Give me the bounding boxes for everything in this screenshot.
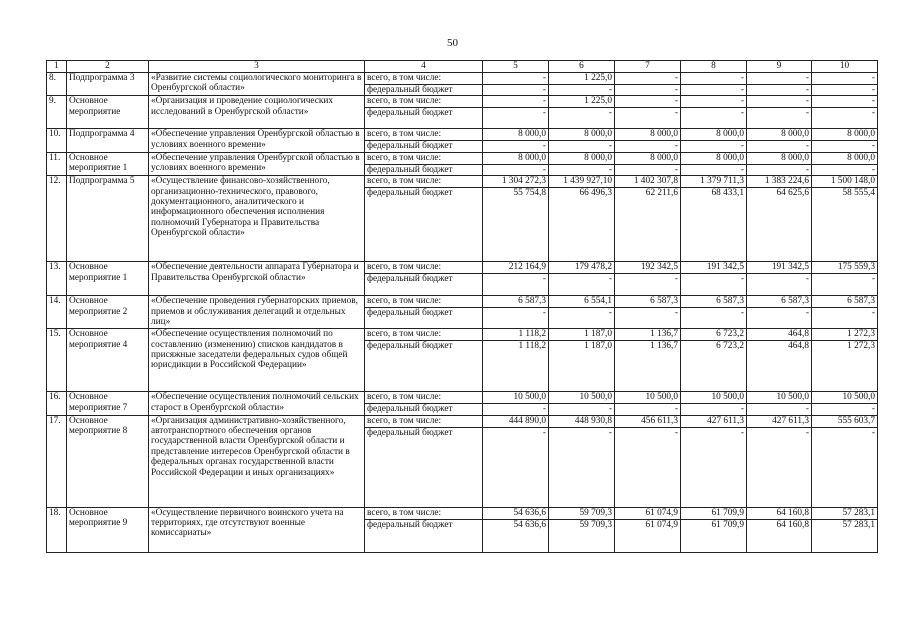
program-name: Подпрограмма 3 bbox=[67, 73, 149, 96]
funding-value: 8 000,0 bbox=[812, 129, 878, 141]
funding-value: - bbox=[549, 108, 615, 129]
funding-value: - bbox=[615, 164, 681, 175]
funding-value: 8 000,0 bbox=[615, 129, 681, 141]
funding-value: 57 283,1 bbox=[812, 507, 878, 519]
funding-value: - bbox=[747, 308, 812, 329]
funding-value: - bbox=[483, 404, 549, 415]
funding-value: - bbox=[615, 141, 681, 152]
funding-source-label: федеральный бюджет bbox=[365, 141, 483, 152]
funding-value: 6 587,3 bbox=[812, 296, 878, 308]
funding-value: - bbox=[483, 108, 549, 129]
funding-value: 58 555,4 bbox=[812, 188, 878, 262]
program-name: Основное мероприятие 1 bbox=[67, 152, 149, 175]
funding-value: - bbox=[812, 108, 878, 129]
funding-value: 8 000,0 bbox=[615, 152, 681, 164]
funding-value: 8 000,0 bbox=[549, 152, 615, 164]
funding-value: - bbox=[615, 427, 681, 507]
funding-value: 212 164,9 bbox=[483, 262, 549, 274]
funding-value: - bbox=[747, 164, 812, 175]
funding-source-label: всего, в том числе: bbox=[365, 176, 483, 188]
funding-source-label: федеральный бюджет bbox=[365, 164, 483, 175]
funding-value: - bbox=[681, 96, 747, 108]
funding-value: - bbox=[812, 141, 878, 152]
funding-value: 6 587,3 bbox=[483, 296, 549, 308]
funding-value: 1 272,3 bbox=[812, 341, 878, 392]
funding-value: 55 754,8 bbox=[483, 188, 549, 262]
funding-value: - bbox=[615, 108, 681, 129]
funding-value: - bbox=[615, 404, 681, 415]
funding-source-label: федеральный бюджет bbox=[365, 404, 483, 415]
table-row bbox=[47, 129, 878, 141]
funding-value: 456 611,3 bbox=[615, 415, 681, 427]
row-index: 14. bbox=[47, 296, 67, 329]
program-title: «Обеспечение деятельности аппарата Губернатора и Правительства Оренбургской области» bbox=[149, 262, 365, 296]
funding-value: 8 000,0 bbox=[681, 129, 747, 141]
funding-source-label: всего, в том числе: bbox=[365, 392, 483, 404]
funding-value: - bbox=[747, 108, 812, 129]
row-index: 18. bbox=[47, 507, 67, 552]
program-title: «Обеспечение управления Оренбургской областью в условиях военного времени» bbox=[149, 129, 365, 152]
funding-value: 61 709,9 bbox=[681, 519, 747, 552]
funding-value: - bbox=[812, 427, 878, 507]
funding-value: 1 225,0 bbox=[549, 73, 615, 85]
funding-value: - bbox=[747, 427, 812, 507]
funding-value: 444 890,0 bbox=[483, 415, 549, 427]
funding-source-label: федеральный бюджет bbox=[365, 108, 483, 129]
funding-value: 1 225,0 bbox=[549, 96, 615, 108]
funding-value: 464,8 bbox=[747, 341, 812, 392]
funding-source-label: всего, в том числе: bbox=[365, 152, 483, 164]
funding-value: - bbox=[747, 141, 812, 152]
funding-value: 555 603,7 bbox=[812, 415, 878, 427]
funding-value: - bbox=[549, 404, 615, 415]
funding-value: 6 587,3 bbox=[681, 296, 747, 308]
funding-source-label: федеральный бюджет bbox=[365, 274, 483, 296]
table-row bbox=[47, 176, 878, 188]
funding-value: - bbox=[747, 404, 812, 415]
table-row bbox=[47, 96, 878, 108]
funding-value: 61 709,9 bbox=[681, 507, 747, 519]
funding-value: - bbox=[681, 164, 747, 175]
table-row bbox=[47, 296, 878, 308]
funding-source-label: всего, в том числе: bbox=[365, 73, 483, 85]
funding-value: 1 118,2 bbox=[483, 329, 549, 341]
program-title: «Организация административно-хозяйственного, автотранспортного обеспечения органов государственной власти Оренбургской области и представление интересов Оренбургской области в федеральных органах государственной власти Российской Федерации и иных организациях» bbox=[149, 415, 365, 507]
funding-value: - bbox=[681, 85, 747, 96]
table-row bbox=[47, 73, 878, 85]
program-name: Основное мероприятие 1 bbox=[67, 262, 149, 296]
program-title: «Обеспечение проведения губернаторских приемов, приемов и обслуживания делегаций и отдельных лиц» bbox=[149, 296, 365, 329]
row-index: 8. bbox=[47, 73, 67, 96]
funding-value: - bbox=[483, 164, 549, 175]
funding-value: - bbox=[681, 427, 747, 507]
row-index: 10. bbox=[47, 129, 67, 152]
funding-value: 1 136,7 bbox=[615, 329, 681, 341]
funding-value: 59 709,3 bbox=[549, 519, 615, 552]
column-header: 6 bbox=[549, 61, 615, 73]
column-header: 3 bbox=[149, 61, 365, 73]
program-title: «Осуществление финансово-хозяйственного, организационно-технического, правового, документационного, аналитического и информационного обеспечения исполнения полномочий Губернатора и Правительства Оренбургской области» bbox=[149, 176, 365, 262]
column-header: 2 bbox=[67, 61, 149, 73]
row-index: 13. bbox=[47, 262, 67, 296]
funding-source-label: всего, в том числе: bbox=[365, 96, 483, 108]
funding-value: 8 000,0 bbox=[747, 129, 812, 141]
funding-source-label: федеральный бюджет bbox=[365, 427, 483, 507]
funding-source-label: всего, в том числе: bbox=[365, 296, 483, 308]
funding-value: 10 500,0 bbox=[812, 392, 878, 404]
column-header: 5 bbox=[483, 61, 549, 73]
table-row bbox=[47, 392, 878, 404]
funding-value: 10 500,0 bbox=[483, 392, 549, 404]
funding-value: - bbox=[549, 85, 615, 96]
header-row bbox=[47, 61, 878, 73]
funding-value: 10 500,0 bbox=[549, 392, 615, 404]
funding-value: - bbox=[549, 164, 615, 175]
funding-value: - bbox=[483, 96, 549, 108]
funding-value: 8 000,0 bbox=[812, 152, 878, 164]
funding-value: 57 283,1 bbox=[812, 519, 878, 552]
funding-value: - bbox=[549, 308, 615, 329]
funding-value: 10 500,0 bbox=[681, 392, 747, 404]
program-title: «Осуществление первичного воинского учета на территориях, где отсутствуют военные комиссариаты» bbox=[149, 507, 365, 552]
funding-value: 1 402 307,8 bbox=[615, 176, 681, 188]
row-index: 9. bbox=[47, 96, 67, 129]
funding-source-label: федеральный бюджет bbox=[365, 519, 483, 552]
funding-value: 54 636,6 bbox=[483, 507, 549, 519]
table-row bbox=[47, 262, 878, 274]
funding-value: 68 433,1 bbox=[681, 188, 747, 262]
column-header: 4 bbox=[365, 61, 483, 73]
program-title: «Организация и проведение социологических исследований в Оренбургской области» bbox=[149, 96, 365, 129]
funding-value: 10 500,0 bbox=[747, 392, 812, 404]
funding-value: 8 000,0 bbox=[549, 129, 615, 141]
funding-source-label: федеральный бюджет bbox=[365, 308, 483, 329]
page-number: 50 bbox=[447, 37, 458, 49]
funding-value: - bbox=[483, 85, 549, 96]
funding-source-label: всего, в том числе: bbox=[365, 415, 483, 427]
funding-source-label: всего, в том числе: bbox=[365, 129, 483, 141]
funding-value: 8 000,0 bbox=[747, 152, 812, 164]
funding-value: - bbox=[483, 274, 549, 296]
program-name: Основное мероприятие 4 bbox=[67, 329, 149, 392]
funding-source-label: всего, в том числе: bbox=[365, 507, 483, 519]
funding-value: 61 074,9 bbox=[615, 507, 681, 519]
program-title: «Развитие системы социологического мониторинга в Оренбургской области» bbox=[149, 73, 365, 96]
funding-value: 1 439 927,10 bbox=[549, 176, 615, 188]
funding-source-label: федеральный бюджет bbox=[365, 341, 483, 392]
program-title: «Обеспечение осуществления полномочий сельских старост в Оренбургской области» bbox=[149, 392, 365, 415]
funding-value: - bbox=[812, 73, 878, 85]
column-header: 8 bbox=[681, 61, 747, 73]
funding-value: - bbox=[747, 85, 812, 96]
funding-value: - bbox=[681, 274, 747, 296]
budget-table bbox=[46, 60, 878, 553]
funding-value: 1 187,0 bbox=[549, 329, 615, 341]
column-header: 7 bbox=[615, 61, 681, 73]
funding-value: - bbox=[812, 164, 878, 175]
program-name: Подпрограмма 4 bbox=[67, 129, 149, 152]
funding-value: 191 342,5 bbox=[681, 262, 747, 274]
funding-value: 1 272,3 bbox=[812, 329, 878, 341]
funding-value: 64 625,6 bbox=[747, 188, 812, 262]
table-row bbox=[47, 507, 878, 519]
funding-value: 61 074,9 bbox=[615, 519, 681, 552]
funding-value: 175 559,3 bbox=[812, 262, 878, 274]
funding-value: - bbox=[812, 85, 878, 96]
funding-value: 10 500,0 bbox=[615, 392, 681, 404]
funding-value: - bbox=[549, 274, 615, 296]
funding-value: - bbox=[812, 308, 878, 329]
funding-value: 8 000,0 bbox=[483, 129, 549, 141]
funding-value: - bbox=[615, 85, 681, 96]
funding-source-label: федеральный бюджет bbox=[365, 85, 483, 96]
row-index: 16. bbox=[47, 392, 67, 415]
funding-value: 54 636,6 bbox=[483, 519, 549, 552]
funding-value: 179 478,2 bbox=[549, 262, 615, 274]
funding-value: - bbox=[747, 96, 812, 108]
row-index: 17. bbox=[47, 415, 67, 507]
funding-value: - bbox=[483, 141, 549, 152]
program-name: Основное мероприятие 8 bbox=[67, 415, 149, 507]
funding-value: - bbox=[483, 73, 549, 85]
funding-value: - bbox=[681, 404, 747, 415]
row-index: 15. bbox=[47, 329, 67, 392]
row-index: 12. bbox=[47, 176, 67, 262]
funding-value: 6 554,1 bbox=[549, 296, 615, 308]
funding-value: - bbox=[747, 274, 812, 296]
program-name: Подпрограмма 5 bbox=[67, 176, 149, 262]
funding-value: 1 187,0 bbox=[549, 341, 615, 392]
funding-value: 6 723,2 bbox=[681, 329, 747, 341]
funding-value: - bbox=[681, 308, 747, 329]
funding-value: 1 304 272,3 bbox=[483, 176, 549, 188]
program-name: Основное мероприятие bbox=[67, 96, 149, 129]
table-row bbox=[47, 415, 878, 427]
funding-value: 64 160,8 bbox=[747, 519, 812, 552]
funding-value: 1 379 711,3 bbox=[681, 176, 747, 188]
funding-value: 191 342,5 bbox=[747, 262, 812, 274]
funding-value: - bbox=[615, 73, 681, 85]
funding-value: 427 611,3 bbox=[747, 415, 812, 427]
funding-value: - bbox=[681, 108, 747, 129]
table-body bbox=[47, 73, 878, 553]
funding-value: - bbox=[681, 141, 747, 152]
funding-value: - bbox=[549, 427, 615, 507]
column-header: 9 bbox=[747, 61, 812, 73]
funding-value: - bbox=[812, 404, 878, 415]
column-header: 10 bbox=[812, 61, 878, 73]
funding-value: - bbox=[615, 274, 681, 296]
column-header: 1 bbox=[47, 61, 67, 73]
funding-value: 1 383 224,6 bbox=[747, 176, 812, 188]
funding-value: - bbox=[747, 73, 812, 85]
funding-value: 192 342,5 bbox=[615, 262, 681, 274]
funding-value: 62 211,6 bbox=[615, 188, 681, 262]
funding-source-label: всего, в том числе: bbox=[365, 329, 483, 341]
funding-value: - bbox=[549, 141, 615, 152]
funding-value: 1 136,7 bbox=[615, 341, 681, 392]
funding-value: 8 000,0 bbox=[483, 152, 549, 164]
funding-value: - bbox=[812, 274, 878, 296]
funding-value: - bbox=[483, 308, 549, 329]
funding-value: - bbox=[483, 427, 549, 507]
funding-value: 464,8 bbox=[747, 329, 812, 341]
funding-source-label: всего, в том числе: bbox=[365, 262, 483, 274]
funding-value: 59 709,3 bbox=[549, 507, 615, 519]
program-name: Основное мероприятие 7 bbox=[67, 392, 149, 415]
program-name: Основное мероприятие 9 bbox=[67, 507, 149, 552]
funding-value: - bbox=[615, 96, 681, 108]
funding-value: 66 496,3 bbox=[549, 188, 615, 262]
program-title: «Обеспечение управления Оренбургской областью в условиях военного времени» bbox=[149, 152, 365, 175]
funding-value: 64 160,8 bbox=[747, 507, 812, 519]
funding-value: 6 587,3 bbox=[747, 296, 812, 308]
program-title: «Обеспечение осуществления полномочий по составлению (изменению) списков кандидатов в присяжные заседатели федеральных судов общей юрисдикции в Российской Федерации» bbox=[149, 329, 365, 392]
table-row bbox=[47, 329, 878, 341]
funding-value: 8 000,0 bbox=[681, 152, 747, 164]
table-row bbox=[47, 152, 878, 164]
funding-value: 1 500 148,0 bbox=[812, 176, 878, 188]
funding-value: 6 587,3 bbox=[615, 296, 681, 308]
funding-value: - bbox=[812, 96, 878, 108]
funding-value: - bbox=[615, 308, 681, 329]
funding-value: - bbox=[681, 73, 747, 85]
funding-value: 448 930,8 bbox=[549, 415, 615, 427]
funding-value: 427 611,3 bbox=[681, 415, 747, 427]
funding-value: 1 118,2 bbox=[483, 341, 549, 392]
funding-source-label: федеральный бюджет bbox=[365, 188, 483, 262]
program-name: Основное мероприятие 2 bbox=[67, 296, 149, 329]
row-index: 11. bbox=[47, 152, 67, 175]
funding-value: 6 723,2 bbox=[681, 341, 747, 392]
